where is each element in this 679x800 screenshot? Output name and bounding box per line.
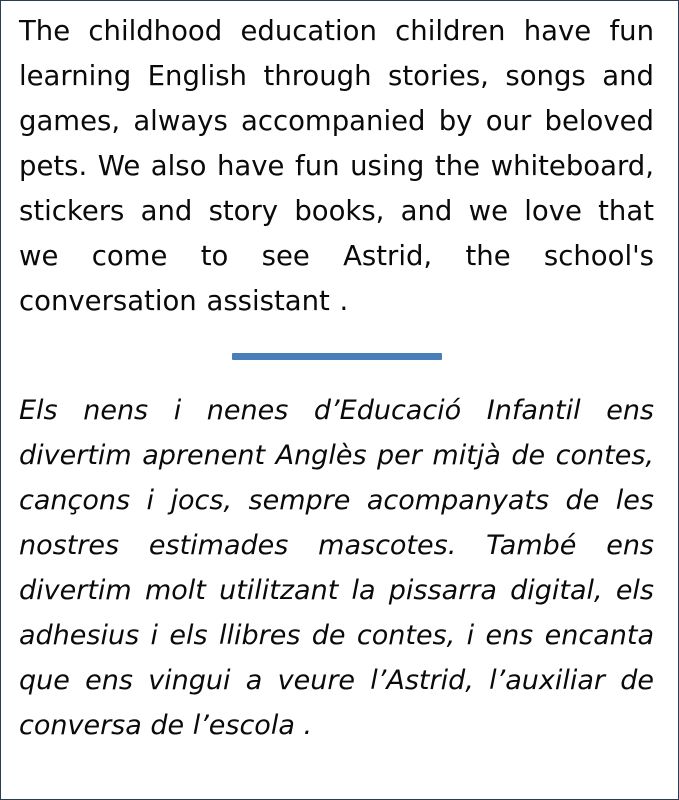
divider-container <box>19 324 654 388</box>
paragraph-catalan: Els nens i nenes d’Educació Infantil ens divertim aprenent Anglès per mitjà de contes, cançons i jocs, sempre acompanyats de les nostres estimades mascotes. També ens divertim molt utilitzant la pissarra digital, els adhesius i els llibres de contes, i ens encanta que ens vingui a veure l’Astrid, l’auxiliar de conversa de l’escola . <box>19 395 654 741</box>
section-divider <box>232 353 442 360</box>
paragraph-english: The childhood education children have fun learning English through stories, songs and games, always accompanied by our beloved pets. We also have fun using the whiteboard, stickers and story books, and we love that we come to see Astrid, the school's conversation assistant . <box>19 15 654 317</box>
